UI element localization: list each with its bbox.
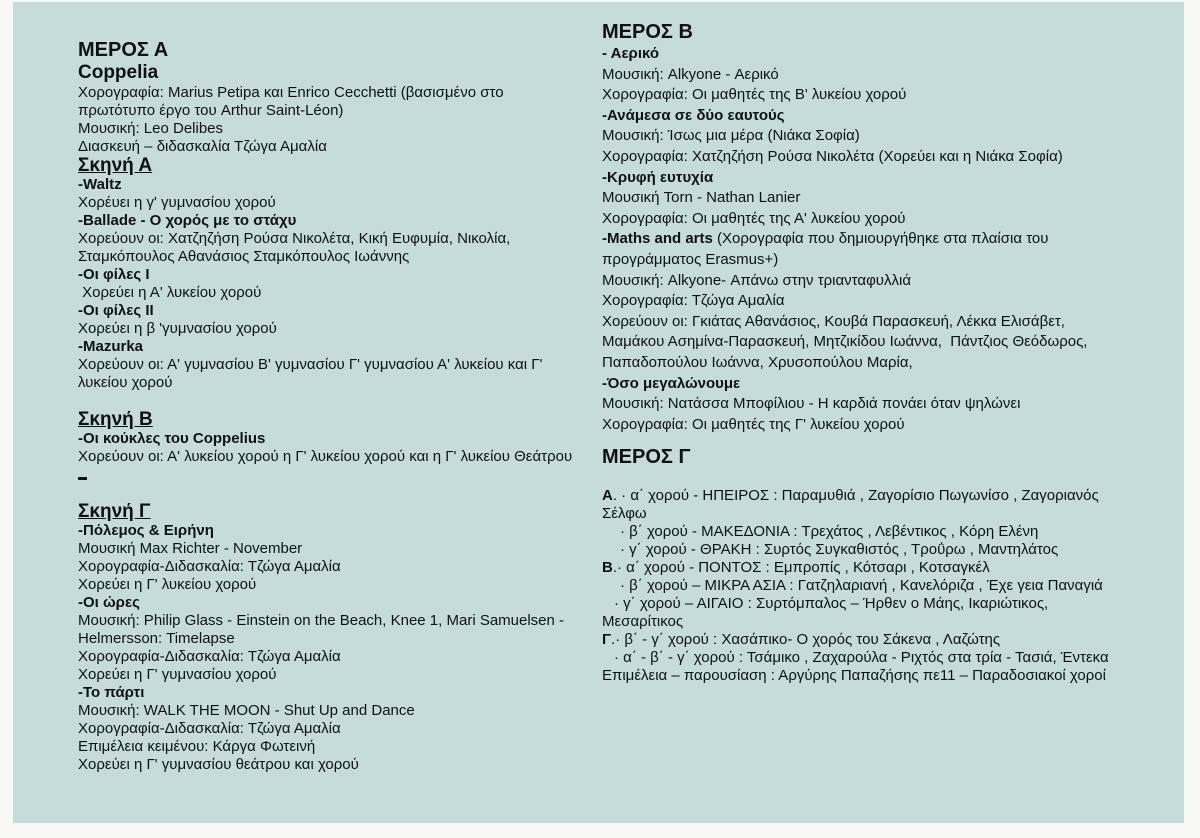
scene-item-text: Χορεύουν οι: Α' λυκείου χορού η Γ' λυκείου χορού και η Γ' λυκείου Θεάτρου <box>78 448 573 465</box>
dance-group-b <box>602 559 1122 577</box>
spacer <box>78 484 578 502</box>
traditional-dances-list <box>602 487 1122 685</box>
piece-line: Μουσική: Alkyone- Απάνω στην τριανταφυλλιά <box>602 271 912 289</box>
credit-choreography: Χορογραφία: Marius Petipa και Enrico Cecchetti (βασισμένο στο πρωτότυπο έργο του Arthur Saint-Léon) <box>78 84 508 119</box>
piece-title-note: (Χορογραφία που δημιουργήθηκε στα πλαίσια του προγράμματος Erasmus+) <box>602 230 1053 268</box>
piece-heading <box>602 229 1122 270</box>
scene-item-line: Μουσική Max Richter - November <box>78 540 303 557</box>
scene-item-title: -Πόλεμος & Ειρήνη <box>78 522 214 539</box>
piece-line: Χορογραφία: Τζώγα Αμαλία <box>602 292 785 310</box>
dance-group-a <box>602 487 1122 523</box>
underscore-mark <box>78 477 87 480</box>
work-title: Coppelia <box>78 62 159 83</box>
scene-item-line: Χορεύει η Γ' γυμνασίου θεάτρου και χορού <box>78 756 359 773</box>
dance-entry: .· α΄ χορού - ΠΟΝΤΟΣ : Εμπροπίς , Κότσαρι , Κοτσαγκέλ <box>612 559 990 577</box>
scene-item-title: -Ballade - Ο χορός με το στάχυ <box>78 212 297 229</box>
scene-item-line: Χορογραφία-Διδασκαλία: Τζώγα Αμαλία <box>78 558 341 575</box>
piece-line: Χορογραφία: Οι μαθητές της Γ' λυκείου χορού <box>602 415 905 433</box>
scene-item-title: -Οι ώρες <box>78 594 140 611</box>
scene-item-title: -Mazurka <box>78 338 144 355</box>
scene-item-line: Χορεύει η Γ' γυμνασίου χορού <box>78 666 277 683</box>
dance-entry <box>602 577 1122 595</box>
scene-item-title: -Οι φίλες ΙΙ <box>78 302 154 319</box>
scene-item-title: -Waltz <box>78 176 122 193</box>
scene-item-line: Χορογραφία-Διδασκαλία: Τζώγα Αμαλία <box>78 648 341 665</box>
scene-item-line: Χορογραφία-Διδασκαλία: Τζώγα Αμαλία <box>78 720 341 737</box>
scene-item-line: Χορέυει η γ' γυμνασίου χορού <box>78 194 276 211</box>
piece-line: Μουσική: Ίσως μια μέρα (Νιάκα Σοφία) <box>602 127 860 145</box>
credit-adaptation: Διασκευή – διδασκαλία Τζώγα Αμαλία <box>78 138 327 155</box>
scene-item-line: Επιμέλεια κειμένου: Κάργα Φωτεινή <box>78 738 316 755</box>
scene-c-title: Σκηνή Γ <box>78 501 151 522</box>
scene-item-line: Χορεύουν οι: Χατζηζήση Ρούσα Νικολέτα, Κική Ευφυμία, Νικολία, Σταμκόπουλος Αθανάσιος Σταμκόπουλος Ιωάννης <box>78 230 515 265</box>
scene-item-line: Μουσική: Philip Glass - Einstein on the Beach, Knee 1, Mari Samuelsen - Helmersson: Timelapse <box>78 612 569 647</box>
piece-title: -Ανάμεσα σε δύο εαυτούς <box>602 106 785 124</box>
credit-music: Μουσική: Leo Delibes <box>78 120 224 137</box>
piece-title: -Maths and arts <box>602 230 713 248</box>
dance-entry: .· β΄ - γ΄ χορού : Χασάπικο- Ο χορός του Σάκενα , Λαζώτης <box>611 631 1001 649</box>
scene-item-line: Χορεύει η Γ' λυκείου χορού <box>78 576 257 593</box>
dance-entry: · γ΄ χορού - ΘΡΑΚΗ : Συρτός Συγκαθιστός , Τροΰρω , Μαντηλάτος <box>620 541 1059 559</box>
dance-entry-text: · γ΄ χορού – ΑΙΓΑΙΟ : Συρτόμπαλος – Ήρθεν ο Μάης, Ικαριώτικος, Μεσαρίτικος <box>602 595 1053 631</box>
piece-title: -Κρυφή ευτυχία <box>602 168 714 186</box>
group-letter: Β <box>602 559 613 577</box>
scene-item-line <box>78 448 578 484</box>
part-c-title: ΜΕΡΟΣ Γ <box>602 446 691 469</box>
dance-entry-text: · β΄ χορού – ΜΙΚΡΑ ΑΣΙΑ : Γατζηλαριανή , Κανελόριζα , Έχε γεια Παναγιά <box>620 577 1103 595</box>
right-column <box>602 20 1122 685</box>
scene-item-title: -Οι φίλες Ι <box>78 266 150 283</box>
scene-a-title: Σκηνή Α <box>78 155 153 176</box>
piece-line: Μουσική: Alkyone - Αερικό <box>602 65 779 83</box>
dance-entry-text: · α΄ - β΄ - γ΄ χορού : Τσάμικο , Ζαχαρούλα - Ριχτός στα τρία - Τασιά, Έντεκα <box>614 649 1109 667</box>
dance-entry <box>602 649 1122 667</box>
scene-b-title: Σκηνή Β <box>78 409 153 430</box>
left-column <box>78 38 578 774</box>
piece-title: - Αερικό <box>602 45 660 62</box>
presentation-credit: Επιμέλεια – παρουσίαση : Αργύρης Παπαζήσης πε11 – Παραδοσιακοί χοροί <box>602 667 1106 685</box>
dance-group-c <box>602 631 1122 649</box>
scene-item-line: Μουσική: WALK THE MOON - Shut Up and Dance <box>78 702 415 719</box>
dance-entry: · β΄ χορού - ΜΑΚΕΔΟΝΙΑ : Τρεχάτος , Λεβέντικος , Κόρη Ελένη <box>620 523 1039 541</box>
part-a-title: ΜΕΡΟΣ Α <box>78 39 169 61</box>
part-b-title: ΜΕΡΟΣ Β <box>602 21 693 43</box>
scene-item-line: Χορεύει η β 'γυμνασίου χορού <box>78 320 277 337</box>
scene-item-title: -Το πάρτι <box>78 684 145 701</box>
piece-line: Μουσική: Νατάσσα Μποφίλιου - Η καρδιά πονάει όταν ψηλώνει <box>602 395 1021 413</box>
piece-line: Μουσική Torn - Nathan Lanier <box>602 189 801 207</box>
group-letter: Γ <box>602 631 612 649</box>
dance-entry <box>602 595 1122 631</box>
spacer <box>78 392 578 410</box>
piece-line: Χορεύουν οι: Γκιάτας Αθανάσιος, Κουβά Παρασκευή, Λέκκα Ελισάβετ, Μαμάκου Ασημίνα-Παρασκευή, Μητζικίδου Ιωάννα, Πάντζιος Θεόδωρος, Παπαδοπούλου Ιωάννα, Χρυσοπούλου Μαρία, <box>602 312 1092 371</box>
piece-line: Χορογραφία: Οι μαθητές της Β' λυκείου χορού <box>602 86 907 104</box>
dance-entry: . · α΄ χορού - ΗΠΕΙΡΟΣ : Παραμυθιά , Ζαγορίσιο Πωγωνίσο , Ζαγοριανός Σέλφω <box>602 487 1103 523</box>
piece-line: Χορογραφία: Οι μαθητές της Α' λυκείου χορού <box>602 209 906 227</box>
group-letter: Α <box>602 487 613 505</box>
scene-item-title: -Οι κούκλες του Coppelius <box>78 430 266 447</box>
piece-line: Χορογραφία: Χατζηζήση Ρούσα Νικολέτα (Χορεύει και η Νιάκα Σοφία) <box>602 147 1063 165</box>
scene-item-line: Χορεύουν οι: Α' γυμνασίου Β' γυμνασίου Γ' γυμνασίου Α' λυκείου και Γ' λυκείου χορού <box>78 356 547 391</box>
scene-item-line: Χορεύει η Α' λυκείου χορού <box>78 284 262 301</box>
piece-title: -Όσο μεγαλώνουμε <box>602 374 741 392</box>
